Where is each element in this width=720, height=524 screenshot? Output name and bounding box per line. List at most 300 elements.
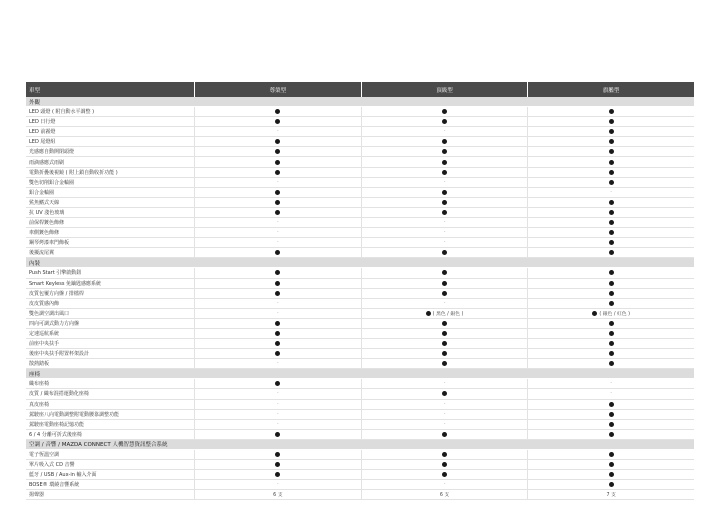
standard-dot-icon — [275, 432, 280, 437]
standard-dot-icon — [442, 472, 447, 477]
header-trim-1: 尊榮型 — [195, 82, 362, 97]
trim-cell — [195, 299, 362, 308]
trim-cell — [362, 339, 529, 348]
not-available-mark: - — [443, 421, 446, 427]
standard-dot-icon — [609, 341, 614, 346]
standard-dot-icon — [426, 311, 431, 316]
section-header: 內裝 — [26, 258, 694, 268]
table-row — [26, 450, 694, 460]
standard-dot-icon — [442, 321, 447, 326]
trim-cell — [195, 137, 362, 146]
trim-cell — [528, 349, 694, 358]
standard-dot-icon — [275, 210, 280, 215]
cell-note: ( 黑色 / 銀色 ) — [432, 311, 464, 317]
not-available-mark: - — [277, 361, 279, 367]
not-available-mark: - — [443, 179, 446, 185]
feature-label: LED 尾燈組 — [26, 137, 195, 146]
trim-cell — [195, 450, 362, 459]
feature-label: BOSE® 環繞音響系統 — [26, 480, 195, 489]
not-available-mark: - — [443, 220, 446, 226]
standard-dot-icon — [442, 139, 447, 144]
standard-dot-icon — [275, 109, 280, 114]
standard-dot-icon — [442, 452, 447, 457]
standard-dot-icon — [442, 250, 447, 255]
not-available-mark: - — [443, 401, 446, 407]
trim-cell — [362, 359, 529, 368]
trim-cell — [195, 460, 362, 469]
standard-dot-icon — [275, 139, 280, 144]
not-available-mark: - — [277, 310, 279, 316]
table-row — [26, 147, 694, 157]
feature-label: 6 / 4 分離可折式後座椅 — [26, 430, 195, 439]
trim-cell — [528, 480, 694, 489]
standard-dot-icon — [275, 341, 280, 346]
table-row — [26, 490, 694, 500]
standard-dot-icon — [442, 462, 447, 467]
trim-cell — [528, 339, 694, 348]
trim-cell — [362, 289, 529, 298]
trim-cell — [528, 248, 694, 257]
trim-cell — [195, 279, 362, 288]
table-row — [26, 168, 694, 178]
trim-cell — [362, 379, 529, 388]
standard-dot-icon — [609, 291, 614, 296]
feature-label: 揚聲器 — [26, 490, 195, 499]
table-row — [26, 319, 694, 329]
feature-label: 抗 UV 淺色玻璃 — [26, 208, 195, 217]
section-header: 空調 / 音響 / MAZDA CONNECT 人機智慧資訊整合系統 — [26, 440, 694, 450]
trim-cell — [195, 430, 362, 439]
trim-cell — [528, 299, 694, 308]
standard-dot-icon — [609, 119, 614, 124]
standard-dot-icon — [609, 170, 614, 175]
not-available-mark: - — [277, 300, 279, 306]
not-available-mark: - — [277, 391, 279, 397]
standard-dot-icon — [275, 321, 280, 326]
trim-cell — [195, 289, 362, 298]
standard-dot-icon — [442, 149, 447, 154]
trim-cell — [362, 309, 529, 318]
trim-cell — [362, 147, 529, 156]
not-available-mark: - — [277, 129, 279, 135]
trim-cell — [362, 218, 529, 227]
trim-cell — [528, 420, 694, 429]
table-row — [26, 379, 694, 389]
standard-dot-icon — [609, 139, 614, 144]
trim-cell — [528, 430, 694, 439]
not-available-mark: - — [610, 189, 612, 195]
trim-cell — [362, 470, 529, 479]
not-available-mark: - — [610, 391, 612, 397]
standard-dot-icon — [442, 361, 447, 366]
standard-dot-icon — [592, 311, 597, 316]
trim-cell — [362, 137, 529, 146]
table-row — [26, 198, 694, 208]
feature-label: 定速巡航系統 — [26, 329, 195, 338]
feature-label: Smart Keyless 免鑰匙感應系統 — [26, 279, 195, 288]
trim-cell — [195, 107, 362, 116]
trim-cell — [528, 137, 694, 146]
header-trim-2: 頂級型 — [362, 82, 529, 97]
trim-cell — [362, 279, 529, 288]
trim-cell — [362, 460, 529, 469]
trim-cell — [195, 339, 362, 348]
trim-cell — [195, 117, 362, 126]
header-trim-3: 旗艦型 — [602, 87, 620, 94]
standard-dot-icon — [609, 402, 614, 407]
trim-cell — [195, 329, 362, 338]
spec-table — [26, 82, 694, 500]
trim-cell — [195, 178, 362, 187]
trim-cell — [362, 349, 529, 358]
standard-dot-icon — [275, 270, 280, 275]
not-available-mark: - — [443, 240, 446, 246]
trim-cell — [195, 127, 362, 136]
table-row — [26, 349, 694, 359]
table-row — [26, 460, 694, 470]
trim-cell — [362, 400, 529, 409]
trim-cell — [195, 228, 362, 237]
standard-dot-icon — [275, 331, 280, 336]
standard-dot-icon — [442, 281, 447, 286]
standard-dot-icon — [609, 210, 614, 215]
not-available-mark: - — [277, 230, 279, 236]
trim-cell — [195, 490, 362, 499]
feature-label: 車側鍍色飾條 — [26, 228, 195, 237]
standard-dot-icon — [442, 119, 447, 124]
trim-cell — [195, 420, 362, 429]
trim-cell — [195, 248, 362, 257]
trim-cell — [195, 218, 362, 227]
standard-dot-icon — [275, 160, 280, 165]
standard-dot-icon — [609, 160, 614, 165]
trim-cell — [362, 268, 529, 277]
feature-label: 藍牙 / USB / Aux-in 輸入介面 — [26, 470, 195, 479]
not-available-mark: - — [277, 401, 279, 407]
trim-cell — [528, 168, 694, 177]
standard-dot-icon — [609, 270, 614, 275]
trim-cell — [528, 470, 694, 479]
trim-cell — [362, 329, 529, 338]
standard-dot-icon — [275, 200, 280, 205]
standard-dot-icon — [609, 482, 614, 487]
feature-label: 皮皮質感內飾 — [26, 299, 195, 308]
standard-dot-icon — [609, 432, 614, 437]
table-row — [26, 238, 694, 248]
trim-cell — [362, 117, 529, 126]
trim-cell — [195, 238, 362, 247]
feature-label: Push Start 引擎啟動鈕 — [26, 268, 195, 277]
trim-cell — [362, 178, 529, 187]
feature-label: LED 日行燈 — [26, 117, 195, 126]
standard-dot-icon — [609, 109, 614, 114]
trim-cell — [528, 460, 694, 469]
trim-cell — [195, 349, 362, 358]
table-row — [26, 389, 694, 399]
standard-dot-icon — [442, 270, 447, 275]
table-row — [26, 107, 694, 117]
trim-cell — [362, 228, 529, 237]
feature-label: 鯊魚鰭式天線 — [26, 198, 195, 207]
trim-cell — [528, 268, 694, 277]
section-header: 座椅 — [26, 369, 694, 379]
feature-label: LED 頭燈 ( 附自動水平調整 ) — [26, 107, 195, 116]
header-model-label: 車型 — [26, 82, 195, 97]
trim-cell — [195, 188, 362, 197]
standard-dot-icon — [442, 432, 447, 437]
not-available-mark: - — [277, 220, 279, 226]
feature-label: 雙色切削鋁合金輪圈 — [26, 178, 195, 187]
table-row — [26, 188, 694, 198]
not-available-mark: - — [277, 240, 279, 246]
trim-cell — [362, 248, 529, 257]
standard-dot-icon — [442, 341, 447, 346]
standard-dot-icon — [442, 351, 447, 356]
standard-dot-icon — [609, 462, 614, 467]
table-row — [26, 329, 694, 339]
section-header: 外觀 — [26, 97, 694, 107]
trim-cell — [528, 410, 694, 419]
standard-dot-icon — [609, 250, 614, 255]
trim-cell — [362, 107, 529, 116]
standard-dot-icon — [609, 452, 614, 457]
trim-cell — [362, 450, 529, 459]
not-available-mark: - — [443, 129, 446, 135]
trim-cell — [528, 289, 694, 298]
feature-label: 前保桿鍍色飾條 — [26, 218, 195, 227]
feature-label: 前座中央扶手 — [26, 339, 195, 348]
standard-dot-icon — [609, 472, 614, 477]
standard-dot-icon — [442, 291, 447, 296]
standard-dot-icon — [275, 281, 280, 286]
cell-note: ( 銀色 / 紅色 ) — [599, 311, 630, 317]
table-row — [26, 137, 694, 147]
table-row — [26, 400, 694, 410]
feature-label: 織布座椅 — [26, 379, 195, 388]
trim-cell — [195, 389, 362, 398]
feature-label: 鋼琴烤漆車門飾板 — [26, 238, 195, 247]
standard-dot-icon — [275, 119, 280, 124]
trim-cell — [362, 420, 529, 429]
feature-label: 鋁合金輪圈 — [26, 188, 195, 197]
trim-cell — [528, 490, 694, 499]
trim-cell — [195, 480, 362, 489]
not-available-mark: - — [443, 411, 446, 417]
table-row — [26, 359, 694, 369]
trim-cell — [528, 157, 694, 166]
standard-dot-icon — [442, 210, 447, 215]
feature-label: 後擾流尾翼 — [26, 248, 195, 257]
standard-dot-icon — [442, 160, 447, 165]
standard-dot-icon — [442, 200, 447, 205]
trim-cell — [362, 198, 529, 207]
feature-label: 皮質包覆方向盤 / 排檔桿 — [26, 289, 195, 298]
trim-cell — [528, 198, 694, 207]
table-row — [26, 268, 694, 278]
trim-cell — [362, 319, 529, 328]
table-row — [26, 248, 694, 258]
table-row — [26, 208, 694, 218]
standard-dot-icon — [609, 200, 614, 205]
trim-cell — [528, 147, 694, 156]
trim-cell — [362, 127, 529, 136]
feature-label: 後座中央扶手附置杯架設計 — [26, 349, 195, 358]
standard-dot-icon — [275, 452, 280, 457]
not-available-mark: - — [610, 381, 612, 387]
standard-dot-icon — [609, 129, 614, 134]
trim-cell — [195, 147, 362, 156]
feature-label: 電子恆溫空調 — [26, 450, 195, 459]
trim-cell — [362, 490, 529, 499]
feature-label: 雨滴感應式雨刷 — [26, 157, 195, 166]
trim-cell — [528, 400, 694, 409]
not-available-mark: - — [443, 300, 446, 306]
table-row — [26, 430, 694, 440]
trim-cell — [528, 389, 694, 398]
standard-dot-icon — [275, 149, 280, 154]
feature-label: 駕駛座電動座椅記憶功能 — [26, 420, 195, 429]
table-row — [26, 157, 694, 167]
trim-cell — [362, 208, 529, 217]
table-row — [26, 299, 694, 309]
not-available-mark: - — [277, 421, 279, 427]
trim-cell — [528, 208, 694, 217]
feature-label: 散熱踏板 — [26, 359, 195, 368]
table-row — [26, 178, 694, 188]
table-row — [26, 289, 694, 299]
standard-dot-icon — [442, 391, 447, 396]
cell-value: 6 支 — [439, 493, 450, 499]
trim-cell — [195, 470, 362, 479]
table-row — [26, 420, 694, 430]
trim-cell — [528, 228, 694, 237]
not-available-mark: - — [443, 482, 446, 488]
standard-dot-icon — [609, 220, 614, 225]
standard-dot-icon — [442, 331, 447, 336]
trim-cell — [528, 319, 694, 328]
trim-cell — [528, 238, 694, 247]
not-available-mark: - — [277, 179, 279, 185]
trim-cell — [195, 208, 362, 217]
standard-dot-icon — [442, 170, 447, 175]
trim-cell — [195, 400, 362, 409]
trim-cell — [528, 359, 694, 368]
trim-cell — [528, 178, 694, 187]
standard-dot-icon — [609, 301, 614, 306]
trim-cell — [362, 430, 529, 439]
trim-cell — [195, 309, 362, 318]
not-available-mark: - — [277, 411, 279, 417]
standard-dot-icon — [609, 230, 614, 235]
standard-dot-icon — [275, 351, 280, 356]
trim-cell — [195, 319, 362, 328]
table-row — [26, 117, 694, 127]
table-body — [26, 97, 694, 500]
trim-cell — [195, 168, 362, 177]
feature-label: 四向可調式動力方向盤 — [26, 319, 195, 328]
trim-cell — [528, 107, 694, 116]
standard-dot-icon — [609, 422, 614, 427]
standard-dot-icon — [609, 240, 614, 245]
standard-dot-icon — [275, 250, 280, 255]
standard-dot-icon — [275, 190, 280, 195]
table-header — [26, 82, 694, 97]
standard-dot-icon — [609, 331, 614, 336]
table-row — [26, 127, 694, 137]
not-available-mark: - — [443, 230, 446, 236]
standard-dot-icon — [609, 412, 614, 417]
feature-label: 真皮座椅 — [26, 400, 195, 409]
standard-dot-icon — [609, 180, 614, 185]
trim-cell — [195, 157, 362, 166]
table-row — [26, 309, 694, 319]
trim-cell — [528, 309, 694, 318]
standard-dot-icon — [609, 361, 614, 366]
trim-cell — [528, 329, 694, 338]
standard-dot-icon — [609, 321, 614, 326]
feature-label: 雙色調空調出風口 — [26, 309, 195, 318]
trim-cell — [362, 168, 529, 177]
trim-cell — [528, 279, 694, 288]
feature-label: 駕駛座八向電動調整附電動腰靠調整功能 — [26, 410, 195, 419]
trim-cell — [362, 188, 529, 197]
not-available-mark: - — [277, 482, 279, 488]
trim-cell — [528, 379, 694, 388]
standard-dot-icon — [442, 109, 447, 114]
table-row — [26, 279, 694, 289]
table-row — [26, 218, 694, 228]
trim-cell — [362, 410, 529, 419]
feature-label: 電動折疊後視鏡 ( 附上鎖自動收折功能 ) — [26, 168, 195, 177]
standard-dot-icon — [275, 381, 280, 386]
trim-cell — [528, 218, 694, 227]
table-row — [26, 480, 694, 490]
feature-label: 單片吸入式 CD 音響 — [26, 460, 195, 469]
table-row — [26, 410, 694, 420]
trim-cell — [362, 480, 529, 489]
standard-dot-icon — [609, 281, 614, 286]
standard-dot-icon — [609, 149, 614, 154]
feature-label: LED 前霧燈 — [26, 127, 195, 136]
trim-cell — [362, 299, 529, 308]
cell-value: 7 支 — [606, 493, 616, 499]
trim-cell — [528, 188, 694, 197]
standard-dot-icon — [609, 351, 614, 356]
standard-dot-icon — [275, 462, 280, 467]
trim-cell — [528, 450, 694, 459]
standard-dot-icon — [442, 190, 447, 195]
trim-cell — [195, 268, 362, 277]
not-available-mark: - — [443, 381, 446, 387]
cell-value: 6 支 — [273, 493, 283, 499]
trim-cell — [195, 379, 362, 388]
trim-cell — [362, 389, 529, 398]
table-row — [26, 470, 694, 480]
trim-cell — [362, 157, 529, 166]
feature-label: 皮質 / 織布混搭運動化座椅 — [26, 389, 195, 398]
standard-dot-icon — [275, 170, 280, 175]
trim-cell — [528, 127, 694, 136]
feature-label: 光感應自動開閉頭燈 — [26, 147, 195, 156]
table-row — [26, 228, 694, 238]
standard-dot-icon — [275, 291, 280, 296]
trim-cell — [362, 238, 529, 247]
trim-cell — [195, 359, 362, 368]
table-row — [26, 339, 694, 349]
trim-cell — [195, 410, 362, 419]
standard-dot-icon — [275, 472, 280, 477]
trim-cell — [528, 117, 694, 126]
